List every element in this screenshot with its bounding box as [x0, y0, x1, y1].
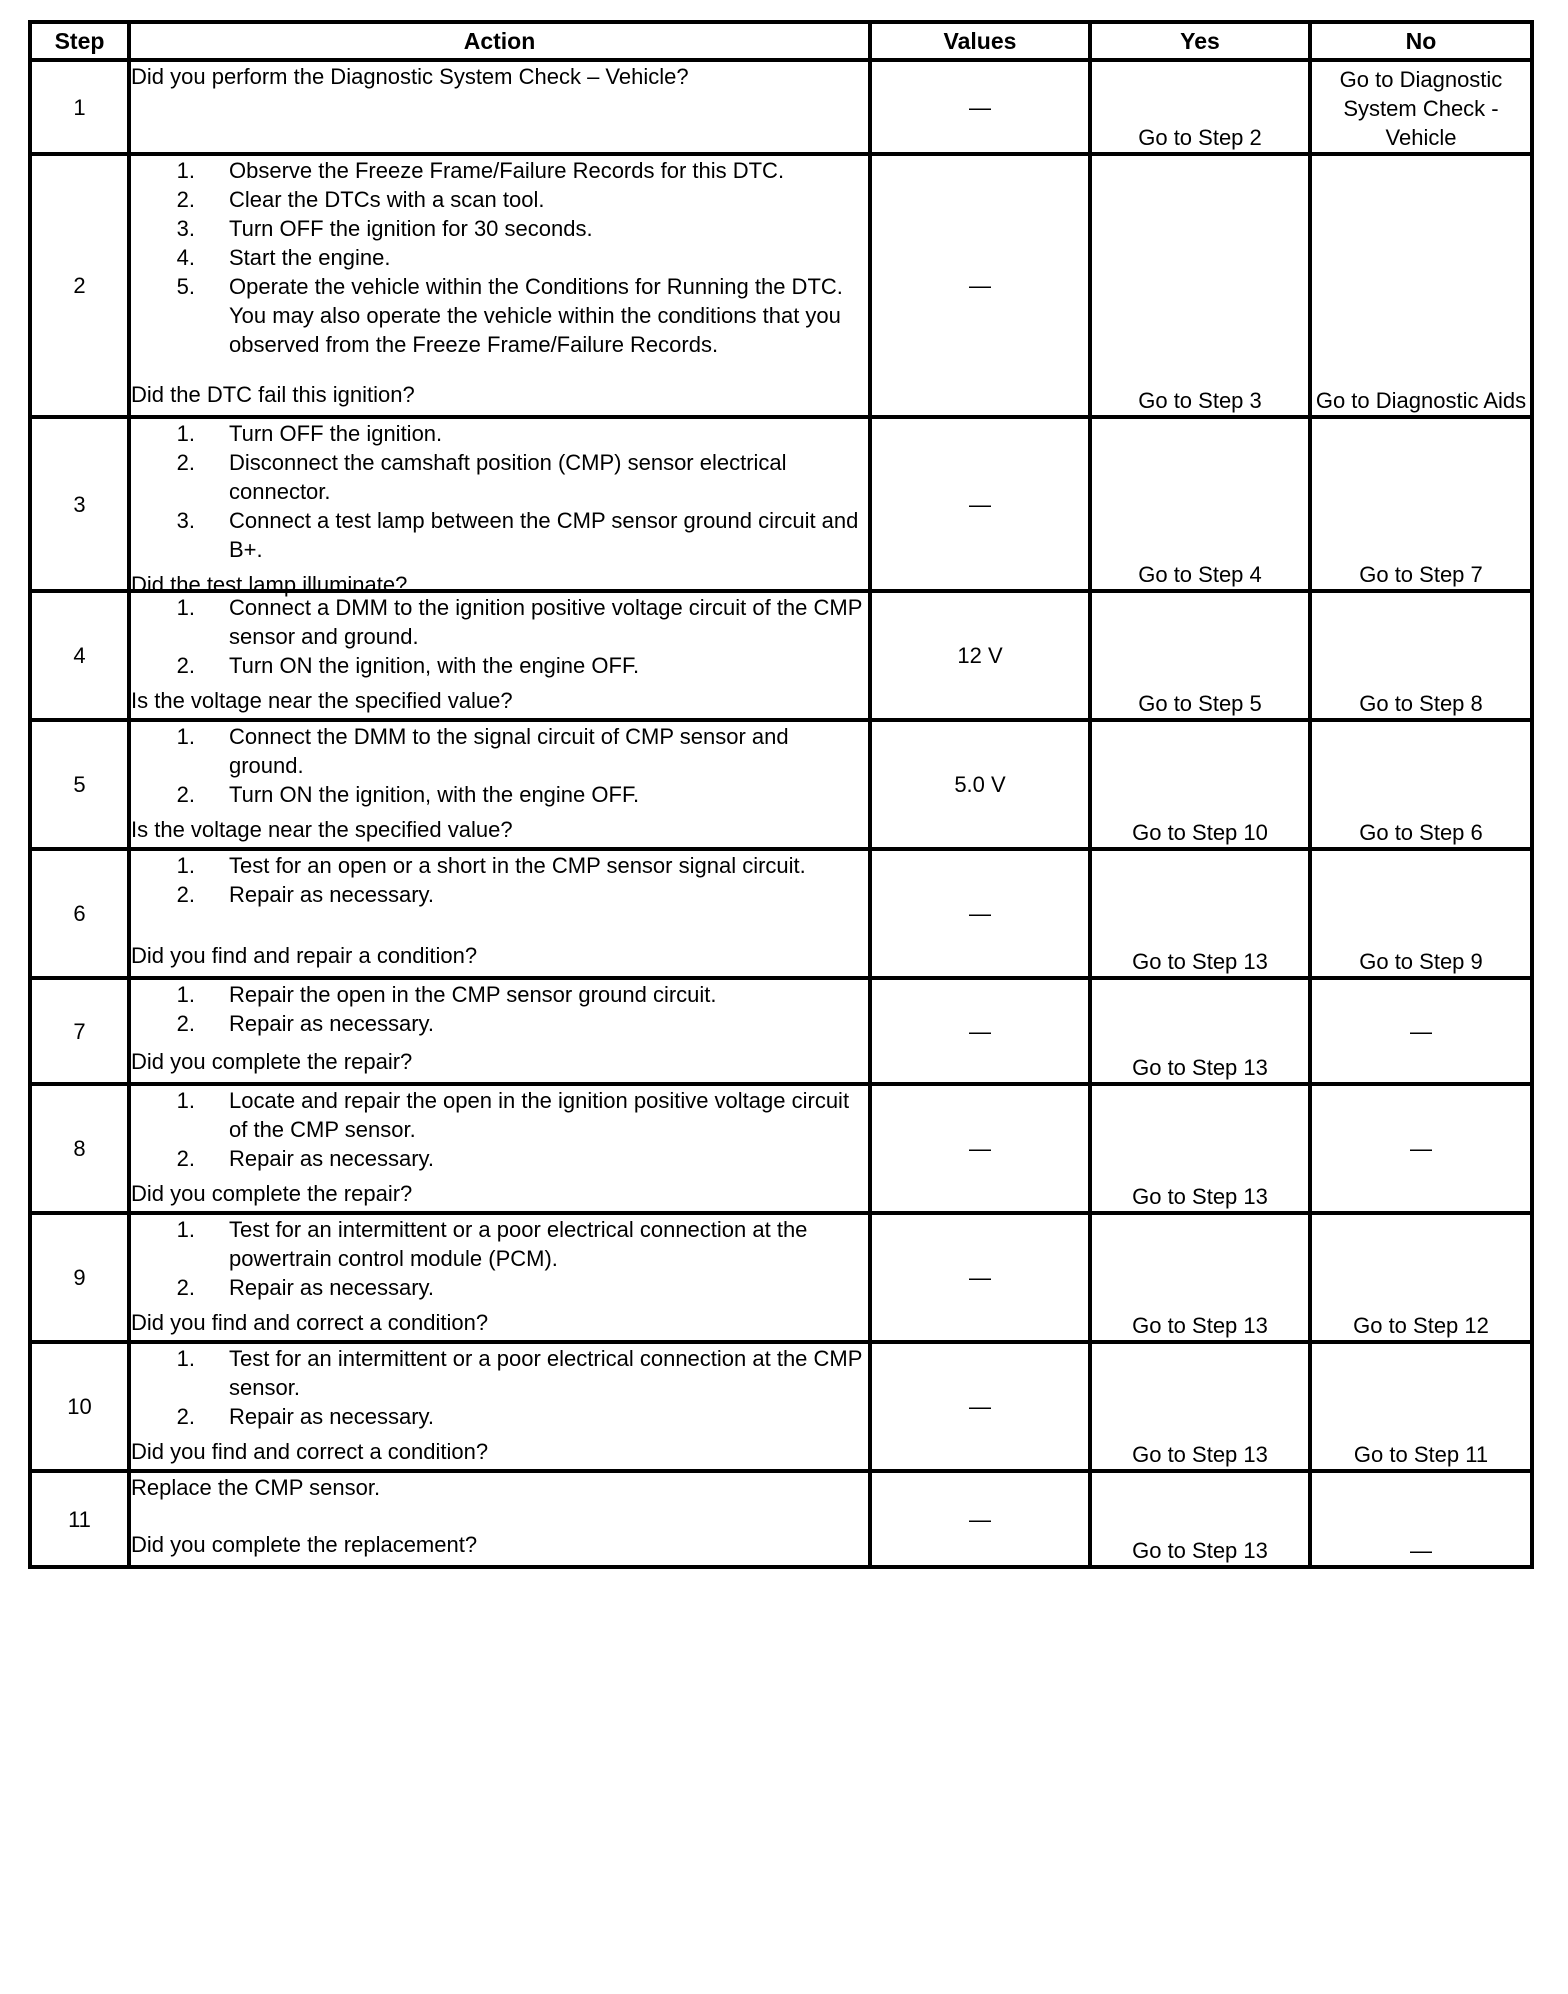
no-cell: Go to Diagnostic System Check - Vehicle: [1310, 60, 1532, 154]
action-step-number: 1.: [176, 724, 195, 749]
action-step-text: Test for an intermittent or a poor electrical connection at the CMP sensor.: [229, 1346, 863, 1400]
step-number: 4: [30, 591, 129, 720]
action-step-number: 2.: [176, 653, 195, 678]
action-step-text: Repair as necessary.: [229, 1275, 435, 1300]
no-cell: Go to Step 11: [1310, 1342, 1532, 1471]
action-step-number: 1.: [176, 595, 195, 620]
action-cell: [129, 1471, 870, 1567]
action-step-item: [131, 593, 868, 651]
action-step-number: 1.: [176, 982, 195, 1007]
action-step-item: [131, 1402, 868, 1431]
step-number: 11: [30, 1471, 129, 1567]
yes-cell: Go to Step 10: [1090, 720, 1310, 849]
no-cell: —: [1310, 1084, 1532, 1213]
diagnostic-table: [28, 20, 1534, 1569]
action-step-item: [131, 780, 868, 809]
value-cell: —: [870, 978, 1090, 1084]
action-steps-list: [131, 1086, 868, 1173]
step-number: 7: [30, 978, 129, 1084]
table-row: [30, 60, 1532, 154]
action-step-text: Connect a test lamp between the CMP sensor ground circuit and B+.: [229, 508, 859, 562]
action-step-text: Repair as necessary.: [229, 1404, 435, 1429]
table-row: [30, 1213, 1532, 1342]
value-cell: —: [870, 1084, 1090, 1213]
step-number: 10: [30, 1342, 129, 1471]
action-step-text: Connect the DMM to the signal circuit of CMP sensor and ground.: [229, 724, 789, 778]
step-number: 6: [30, 849, 129, 978]
action-cell: [129, 60, 870, 154]
table-row: [30, 1084, 1532, 1213]
no-cell: —: [1310, 978, 1532, 1084]
step-number: 2: [30, 154, 129, 417]
action-cell: [129, 154, 870, 417]
action-step-item: [131, 980, 868, 1009]
diagnostic-table-container: [28, 20, 1534, 1569]
action-step-number: 1.: [176, 158, 195, 183]
no-cell: Go to Step 8: [1310, 591, 1532, 720]
value-cell: —: [870, 417, 1090, 591]
action-step-text: Locate and repair the open in the ignition positive voltage circuit of the CMP sensor.: [229, 1088, 850, 1142]
value-cell: —: [870, 849, 1090, 978]
header-row: [30, 22, 1532, 60]
action-cell: [129, 978, 870, 1084]
action-step-item: [131, 651, 868, 680]
action-step-item: [131, 506, 868, 564]
action-step-item: [131, 272, 868, 359]
table-row: [30, 1471, 1532, 1567]
action-step-number: 1.: [176, 1217, 195, 1242]
action-step-number: 1.: [176, 1088, 195, 1113]
action-step-text: Repair as necessary.: [229, 1011, 435, 1036]
action-question: Did you complete the replacement?: [131, 1532, 478, 1557]
step-number: 8: [30, 1084, 129, 1213]
action-step-text: Repair the open in the CMP sensor ground circuit.: [229, 982, 717, 1007]
step-number: 5: [30, 720, 129, 849]
action-step-text: Turn ON the ignition, with the engine OFF.: [229, 782, 640, 807]
action-question: Is the voltage near the specified value?: [131, 817, 513, 842]
table-row: [30, 591, 1532, 720]
action-step-text: Turn OFF the ignition for 30 seconds.: [229, 216, 593, 241]
action-step-text: Connect a DMM to the ignition positive voltage circuit of the CMP sensor and ground.: [229, 595, 863, 649]
action-question: Did you complete the repair?: [131, 1181, 413, 1206]
action-step-text: Start the engine.: [229, 245, 391, 270]
action-steps-list: [131, 980, 868, 1038]
yes-cell: Go to Step 5: [1090, 591, 1310, 720]
action-step-number: 2.: [176, 187, 195, 212]
value-cell: —: [870, 1213, 1090, 1342]
action-question: Did the test lamp illuminate?: [131, 572, 408, 597]
no-cell: Go to Diagnostic Aids: [1310, 154, 1532, 417]
action-intro: Replace the CMP sensor.: [131, 1475, 381, 1500]
yes-cell: Go to Step 3: [1090, 154, 1310, 417]
action-step-number: 5.: [176, 274, 195, 299]
value-cell: —: [870, 60, 1090, 154]
header-step: Step: [30, 22, 129, 60]
action-cell: [129, 1342, 870, 1471]
header-no: No: [1310, 22, 1532, 60]
action-step-number: 2.: [176, 1275, 195, 1300]
action-step-item: [131, 880, 868, 909]
value-cell: —: [870, 154, 1090, 417]
action-step-number: 3.: [176, 216, 195, 241]
action-step-number: 2.: [176, 450, 195, 475]
action-question: Did you find and repair a condition?: [131, 943, 478, 968]
value-cell: —: [870, 1471, 1090, 1567]
action-step-text: Turn ON the ignition, with the engine OFF.: [229, 653, 640, 678]
header-action: Action: [129, 22, 870, 60]
yes-cell: Go to Step 13: [1090, 1213, 1310, 1342]
action-cell: [129, 720, 870, 849]
action-step-item: [131, 185, 868, 214]
no-cell: Go to Step 7: [1310, 417, 1532, 591]
table-row: [30, 417, 1532, 591]
action-step-text: Test for an intermittent or a poor electrical connection at the powertrain control module (PCM).: [229, 1217, 808, 1271]
action-step-number: 1.: [176, 421, 195, 446]
no-cell: Go to Step 6: [1310, 720, 1532, 849]
action-intro: Did you perform the Diagnostic System Check – Vehicle?: [131, 64, 689, 89]
action-step-item: [131, 156, 868, 185]
action-cell: [129, 1084, 870, 1213]
yes-cell: Go to Step 13: [1090, 1084, 1310, 1213]
action-step-number: 2.: [176, 882, 195, 907]
yes-cell: Go to Step 13: [1090, 978, 1310, 1084]
action-step-item: [131, 1144, 868, 1173]
action-step-item: [131, 243, 868, 272]
action-step-item: [131, 1215, 868, 1273]
action-step-text: Repair as necessary.: [229, 1146, 435, 1171]
action-question: Did you find and correct a condition?: [131, 1439, 489, 1464]
action-cell: [129, 1213, 870, 1342]
action-steps-list: [131, 1215, 868, 1302]
no-cell: Go to Step 12: [1310, 1213, 1532, 1342]
action-cell: [129, 849, 870, 978]
action-steps-list: [131, 851, 868, 909]
action-step-number: 2.: [176, 782, 195, 807]
action-step-text: Repair as necessary.: [229, 882, 435, 907]
action-steps-list: [131, 722, 868, 809]
action-step-item: [131, 1273, 868, 1302]
step-number: 1: [30, 60, 129, 154]
value-cell: —: [870, 1342, 1090, 1471]
yes-cell: Go to Step 13: [1090, 1471, 1310, 1567]
action-step-item: [131, 214, 868, 243]
action-question: Did you find and correct a condition?: [131, 1310, 489, 1335]
action-step-text: Test for an open or a short in the CMP sensor signal circuit.: [229, 853, 806, 878]
header-values: Values: [870, 22, 1090, 60]
action-step-item: [131, 419, 868, 448]
action-steps-list: [131, 1344, 868, 1431]
action-steps-list: [131, 593, 868, 680]
action-step-text: Disconnect the camshaft position (CMP) sensor electrical connector.: [229, 450, 787, 504]
no-cell: Go to Step 9: [1310, 849, 1532, 978]
action-cell: [129, 591, 870, 720]
action-step-item: [131, 851, 868, 880]
action-step-number: 2.: [176, 1011, 195, 1036]
action-step-item: [131, 1344, 868, 1402]
action-question: Did you complete the repair?: [131, 1049, 413, 1074]
yes-cell: Go to Step 4: [1090, 417, 1310, 591]
table-row: [30, 849, 1532, 978]
action-step-item: [131, 722, 868, 780]
yes-cell: Go to Step 13: [1090, 849, 1310, 978]
action-step-number: 3.: [176, 508, 195, 533]
value-cell: 12 V: [870, 591, 1090, 720]
action-steps-list: [131, 419, 868, 564]
step-number: 3: [30, 417, 129, 591]
action-question: Did the DTC fail this ignition?: [131, 382, 415, 407]
action-question: Is the voltage near the specified value?: [131, 688, 513, 713]
header-yes: Yes: [1090, 22, 1310, 60]
table-row: [30, 154, 1532, 417]
action-step-text: Turn OFF the ignition.: [229, 421, 443, 446]
yes-cell: Go to Step 2: [1090, 60, 1310, 154]
action-steps-list: [131, 156, 868, 359]
table-row: [30, 1342, 1532, 1471]
step-number: 9: [30, 1213, 129, 1342]
action-step-number: 1.: [176, 1346, 195, 1371]
table-row: [30, 978, 1532, 1084]
action-step-text: Clear the DTCs with a scan tool.: [229, 187, 545, 212]
no-cell: —: [1310, 1471, 1532, 1567]
action-step-number: 1.: [176, 853, 195, 878]
action-cell: [129, 417, 870, 597]
action-step-text: Observe the Freeze Frame/Failure Records for this DTC.: [229, 158, 785, 183]
action-step-item: [131, 1009, 868, 1038]
action-step-number: 4.: [176, 245, 195, 270]
action-step-number: 2.: [176, 1404, 195, 1429]
value-cell: 5.0 V: [870, 720, 1090, 849]
action-step-text: Operate the vehicle within the Conditions for Running the DTC. You may also operate the vehicle within the conditions that you observed from the Freeze Frame/Failure Records.: [229, 274, 843, 357]
table-row: [30, 720, 1532, 849]
yes-cell: Go to Step 13: [1090, 1342, 1310, 1471]
action-step-number: 2.: [176, 1146, 195, 1171]
action-step-item: [131, 448, 868, 506]
action-step-item: [131, 1086, 868, 1144]
